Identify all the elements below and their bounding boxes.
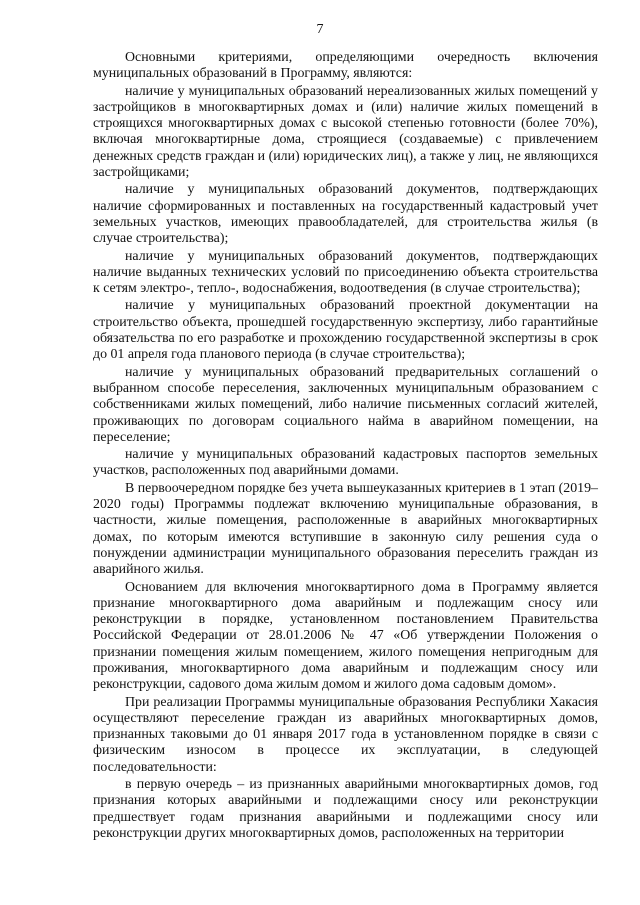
paragraph-criterion-cadastral-passports: наличие у муниципальных образований кадастровых паспортов земельных участков, расположенных под аварийными домами. (93, 447, 598, 479)
paragraph-priority-court-decisions: В первоочередном порядке без учета вышеуказанных критериев в 1 этап (2019–2020 годы) Программы подлежат включению муниципальные образования, в частности, жилые помещения, расположенные в аварийных многоквартирных домах, по которым имеются вступившие в законную силу решения суда о понуждении администрации муниципального образования переселить граждан из аварийного жилья. (93, 480, 598, 578)
paragraph-first-priority: в первую очередь – из признанных аварийными многоквартирных домов, год признания которых аварийными и подлежащими сносу или реконструкции предшествует годам признания аварийными и подлежащими сносу или реконструкции других многоквартирных домов, расположенных на территории (93, 777, 598, 841)
paragraph-criterion-resettlement-agreements: наличие у муниципальных образований предварительных соглашений о выбранном способе переселения, заключенных муниципальным образованием с собственниками жилых помещений, либо наличие письменных согласий жителей, проживающих по договорам социального найма в аварийном помещении, на переселение; (93, 364, 598, 445)
paragraph-criteria-intro: Основными критериями, определяющими очередность включения муниципальных образований в Программу, являются: (93, 50, 598, 82)
page-number: 7 (316, 22, 324, 37)
paragraph-resettlement-order: При реализации Программы муниципальные образования Республики Хакасия осуществляют переселение граждан из аварийных многоквартирных домов, признанных таковыми до 01 января 2017 года в установленном порядке в связи с физическим износом в процессе их эксплуатации, в следующей последовательности: (93, 694, 598, 775)
paragraph-criterion-unsold-housing: наличие у муниципальных образований нереализованных жилых помещений у застройщиков в многоквартирных домах и (или) наличие жилых помещений в строящихся многоквартирных домах с высокой степенью готовности (более 70%), включая многоквартирные дома, строящиеся (создаваемые) с привлечением денежных средств граждан и (или) юридических лиц), а также у лиц, не являющихся застройщиками; (93, 83, 598, 181)
paragraph-criterion-land-documents: наличие у муниципальных образований документов, подтверждающих наличие сформированных и поставленных на государственный кадастровый учет земельных участков, имеющих правообладателей, для строительства жилья (в случае строительства); (93, 182, 598, 247)
paragraph-criterion-technical-conditions: наличие у муниципальных образований документов, подтверждающих наличие выданных технических условий по присоединению объекта строительства к сетям электро-, тепло-, водоснабжения, водоотведения (в случае строительства); (93, 248, 598, 297)
paragraph-criterion-project-documentation: наличие у муниципальных образований проектной документации на строительство объекта, прошедшей государственную экспертизу, либо гарантийные обязательства по его разработке и прохождению государственной экспертизы в срок до 01 апреля года планового периода (в случае строительства); (93, 298, 598, 363)
paragraph-basis-for-inclusion: Основанием для включения многоквартирного дома в Программу является признание многоквартирного дома аварийным и подлежащим сносу или реконструкции в порядке, установленном постановлением Правительства Российской Федерации от 28.01.2006 № 47 «Об утверждении Положения о признании помещения жилым помещением, жилого помещения непригодным для проживания, многоквартирного дома аварийным и подлежащим сносу или реконструкции, садового дома жилым домом и жилого дома садовым домом». (93, 579, 598, 693)
document-body (93, 50, 598, 842)
